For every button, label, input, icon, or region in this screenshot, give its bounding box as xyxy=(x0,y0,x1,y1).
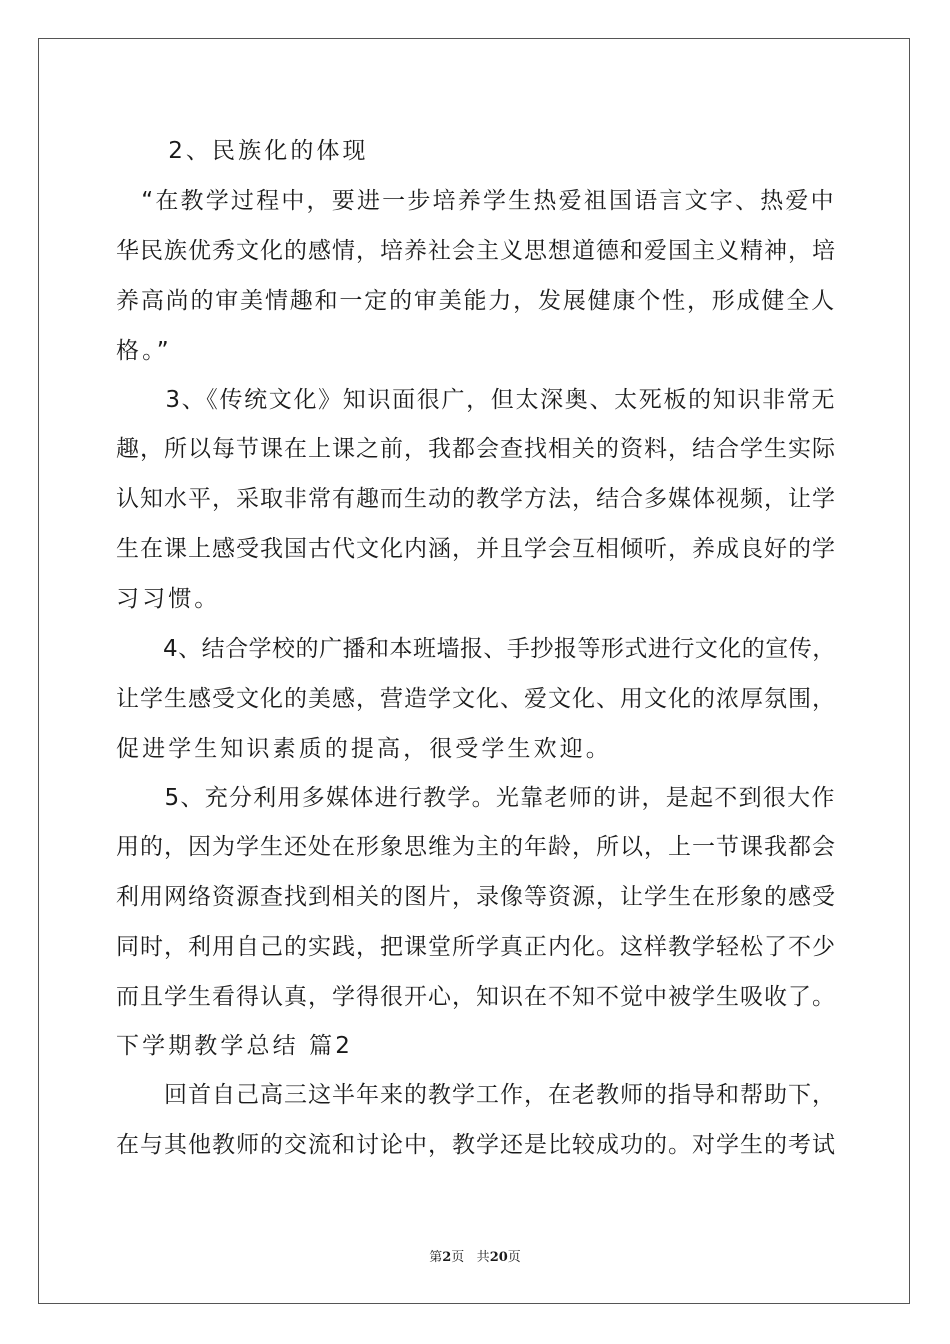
text-line: 用的，因为学生还处在形象思维为主的年龄，所以，上一节课我都会 xyxy=(116,834,836,860)
page-suffix: 页 xyxy=(451,1250,465,1265)
text-line: 回首自己高三这半年来的教学工作，在老教师的指导和帮助下， xyxy=(116,1082,836,1108)
total-prefix: 共 xyxy=(476,1250,490,1265)
text-line: 习习惯。 xyxy=(116,586,221,612)
page-number: 2 xyxy=(442,1250,452,1265)
text-line: 5、充分利用多媒体进行教学。光靠老师的讲，是起不到很大作 xyxy=(116,785,836,811)
total-suffix: 页 xyxy=(507,1250,521,1265)
page-prefix: 第 xyxy=(429,1250,443,1265)
section-heading: 下学期教学总结 篇2 xyxy=(116,1033,353,1059)
text-line: 让学生感受文化的美感，营造学文化、爱文化、用文化的浓厚氛围， xyxy=(116,686,836,712)
text-line: 利用网络资源查找到相关的图片，录像等资源，让学生在形象的感受 xyxy=(116,884,836,910)
text-line: 生在课上感受我国古代文化内涵，并且学会互相倾听，养成良好的学 xyxy=(116,536,836,562)
text-line: 3、《传统文化》知识面很广，但太深奥、太死板的知识非常无 xyxy=(116,387,837,413)
page-footer xyxy=(0,1246,950,1265)
text-line: 4、结合学校的广播和本班墙报、手抄报等形式进行文化的宣传， xyxy=(116,636,836,662)
page-border xyxy=(38,38,910,1304)
text-line: 华民族优秀文化的感情，培养社会主义思想道德和爱国主义精神，培 xyxy=(116,238,836,264)
text-line: 趣，所以每节课在上课之前，我都会查找相关的资料，结合学生实际 xyxy=(116,436,836,462)
text-line: 养高尚的审美情趣和一定的审美能力，发展健康个性，形成健全人 xyxy=(116,288,836,314)
text-line: 同时，利用自己的实践，把课堂所学真正内化。这样教学轻松了不少 xyxy=(116,934,836,960)
text-line: 而且学生看得认真，学得很开心，知识在不知不觉中被学生吸收了。 xyxy=(116,984,836,1010)
text-line: 认知水平，采取非常有趣而生动的教学方法，结合多媒体视频，让学 xyxy=(116,486,836,512)
total-pages: 20 xyxy=(489,1250,508,1265)
text-line: “在教学过程中，要进一步培养学生热爱祖国语言文字、热爱中 xyxy=(116,188,836,214)
text-line: 在与其他教师的交流和讨论中，教学还是比较成功的。对学生的考试 xyxy=(116,1132,836,1158)
text-line: 促进学生知识素质的提高，很受学生欢迎。 xyxy=(116,736,612,762)
text-line: 格。” xyxy=(116,338,172,364)
text-line: 2、民族化的体现 xyxy=(116,138,369,164)
